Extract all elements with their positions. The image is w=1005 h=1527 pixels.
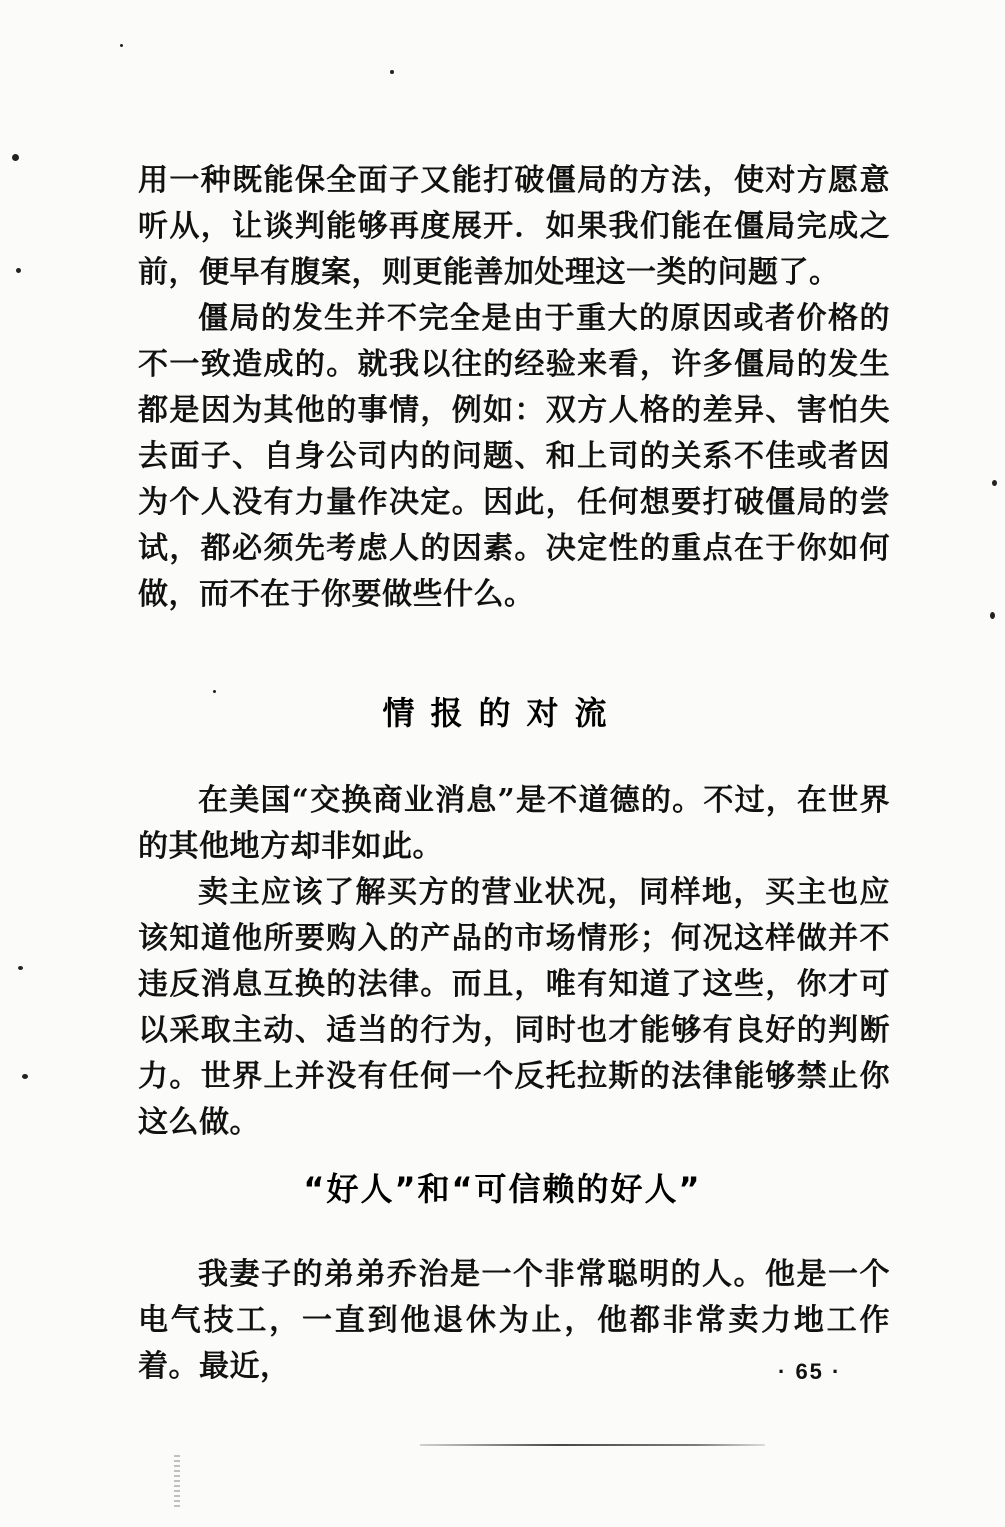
scan-speck [120, 44, 123, 47]
scan-speck [992, 480, 997, 486]
scan-speck [390, 70, 394, 74]
scan-speck [22, 1074, 28, 1079]
page-number: · 65 · [778, 1359, 842, 1384]
paragraph: 在美国“交换商业消息”是不道德的。不过，在世界的其他地方却非如此。 [138, 783, 890, 864]
paragraph: 僵局的发生并不完全是由于重大的原因或者价格的不一致造成的。就我以往的经验来看，许多僵局的发生都是因为其他的事情，例如：双方人格的差异、害怕失去面子、自身公司内的问题、和上司的关系不佳或者因为个人没有力量作决定。因此，任何想要打破僵局的尝试，都必须先考虑人的因素。决定性的重点在于你如何做，而不在于你要做些什么。 [138, 301, 890, 612]
paragraph: 我妻子的弟弟乔治是一个非常聪明的人。他是一个电气技工，一直到他退休为止，他都非常卖力地工作着。最近， [138, 1257, 890, 1384]
top-section [138, 158, 890, 618]
scan-speck [12, 154, 19, 161]
middle-section [138, 778, 890, 1146]
section-heading: 情报的对流 [382, 694, 623, 732]
section-heading: “好人”和“可信赖的好人” [303, 1170, 702, 1208]
binding-mark [174, 1455, 180, 1507]
paragraph: 用一种既能保全面子又能打破僵局的方法，使对方愿意听从，让谈判能够再度展开．如果我们能在僵局完成之前，便早有腹案，则更能善加处理这一类的问题了。 [138, 163, 890, 290]
scan-speck [18, 966, 23, 970]
paragraph: 卖主应该了解买方的营业状况，同样地，买主也应该知道他所要购入的产品的市场情形；何况这样做并不违反消息互换的法律。而且，唯有知道了这些，你才可以采取主动、适当的行为，同时也才能够有良好的判断力。世界上并没有任何一个反托拉斯的法律能够禁止你这么做。 [138, 875, 890, 1140]
scan-speck [16, 268, 21, 273]
bottom-rule [420, 1444, 765, 1446]
scan-speck [990, 612, 995, 619]
